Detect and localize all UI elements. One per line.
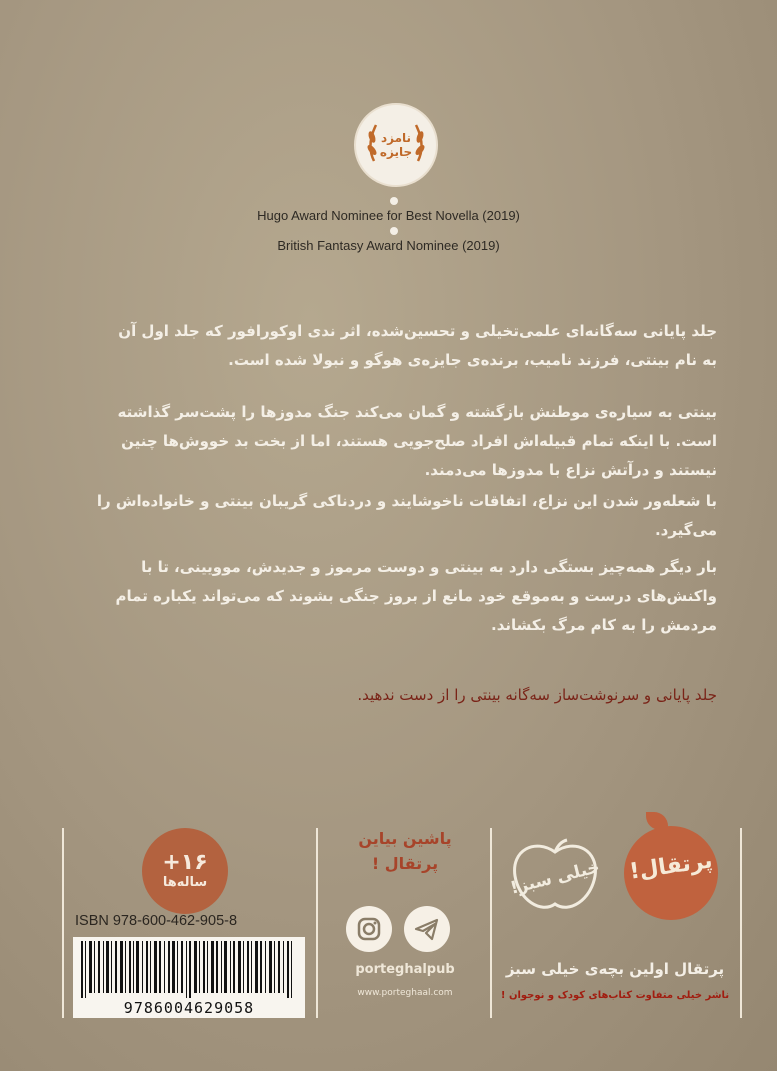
award-badge-line1: نامزد bbox=[380, 131, 412, 145]
bullet-dot bbox=[390, 197, 398, 205]
description-line: نیستند و درآتش نزاع با مدوزها می‌دمند. bbox=[424, 461, 717, 479]
closing-line: جلد پایانی و سرنوشت‌ساز سه‌گانه بینتی را از دست ندهید. bbox=[357, 686, 717, 704]
divider bbox=[490, 828, 492, 1018]
description-line: مردمش را به کام مرگ بکشاند. bbox=[491, 616, 717, 634]
laurel-icon bbox=[356, 105, 436, 185]
divider bbox=[316, 828, 318, 1018]
description-line: با شعله‌ور شدن این نزاع، اتفاقات ناخوشایند و دردناکی گریبان بینتی و خانواده‌اش را bbox=[96, 492, 717, 510]
publisher-logo bbox=[624, 826, 718, 920]
publisher-logo-text: پرتقال! bbox=[627, 848, 715, 885]
description-line: است. با اینکه تمام قبیله‌اش افراد صلح‌جویی هستند، اما از بخت بد خووش‌ها چنین bbox=[121, 432, 717, 450]
social-title-line1: پاشین بیاین bbox=[358, 829, 452, 848]
publisher-tagline: پرتقال اولین بچه‌ی خیلی سبز bbox=[505, 960, 725, 978]
age-rating-number: +۱۶ bbox=[162, 850, 208, 875]
social-handle[interactable]: porteghalpub bbox=[355, 962, 455, 977]
award-badge-line2: جایزه bbox=[379, 145, 413, 159]
barcode-icon bbox=[73, 937, 305, 999]
description-line: واکنش‌های درست و به‌موقع خود مانع از بروز جنگی بشوند که می‌تواند یکباره تمام bbox=[115, 587, 717, 605]
description-line: جلد پایانی سه‌گانه‌ای علمی‌تخیلی و تحسین‌شده، اثر ندی اوکورافور که جلد اول آن bbox=[118, 322, 717, 340]
description-line: بینتی به سیاره‌ی موطنش بازگشته و گمان می‌کند جنگ مدوزها را پشت‌سر گذاشته bbox=[117, 403, 717, 421]
divider bbox=[740, 828, 742, 1018]
divider bbox=[62, 828, 64, 1018]
social-title bbox=[330, 826, 480, 876]
award-nomination-1: Hugo Award Nominee for Best Novella (2019) bbox=[257, 208, 520, 223]
award-badge bbox=[354, 103, 438, 187]
award-nomination-2: British Fantasy Award Nominee (2019) bbox=[277, 238, 500, 253]
telegram-icon[interactable] bbox=[404, 906, 450, 952]
website-link[interactable]: www.porteghaal.com bbox=[357, 988, 453, 998]
sub-brand-text: خیلی سبز! bbox=[508, 857, 602, 899]
age-rating-label: ساله‌ها bbox=[162, 875, 208, 890]
bullet-dot bbox=[390, 227, 398, 235]
barcode-number: 9786004629058 bbox=[73, 998, 305, 1018]
description-line: می‌گیرد. bbox=[654, 521, 717, 539]
instagram-icon[interactable] bbox=[346, 906, 392, 952]
description-line: بار دیگر همه‌چیز بستگی دارد به بینتی و دوست مرموز و جدیدش، موویینی، تا با bbox=[141, 558, 717, 576]
sub-brand-logo bbox=[505, 838, 605, 918]
publisher-note: ناشر خیلی متفاوت کتاب‌های کودک و نوجوان ! bbox=[500, 990, 730, 1001]
age-rating-badge bbox=[142, 828, 228, 914]
barcode bbox=[73, 937, 305, 999]
social-title-line2: پرتقال ! bbox=[371, 854, 439, 873]
isbn-label: ISBN 978-600-462-905-8 bbox=[75, 913, 238, 929]
description-line: به نام بینتی، فرزند نامیب، برنده‌ی جایزه‌ی هوگو و نبولا شده است. bbox=[228, 351, 717, 369]
